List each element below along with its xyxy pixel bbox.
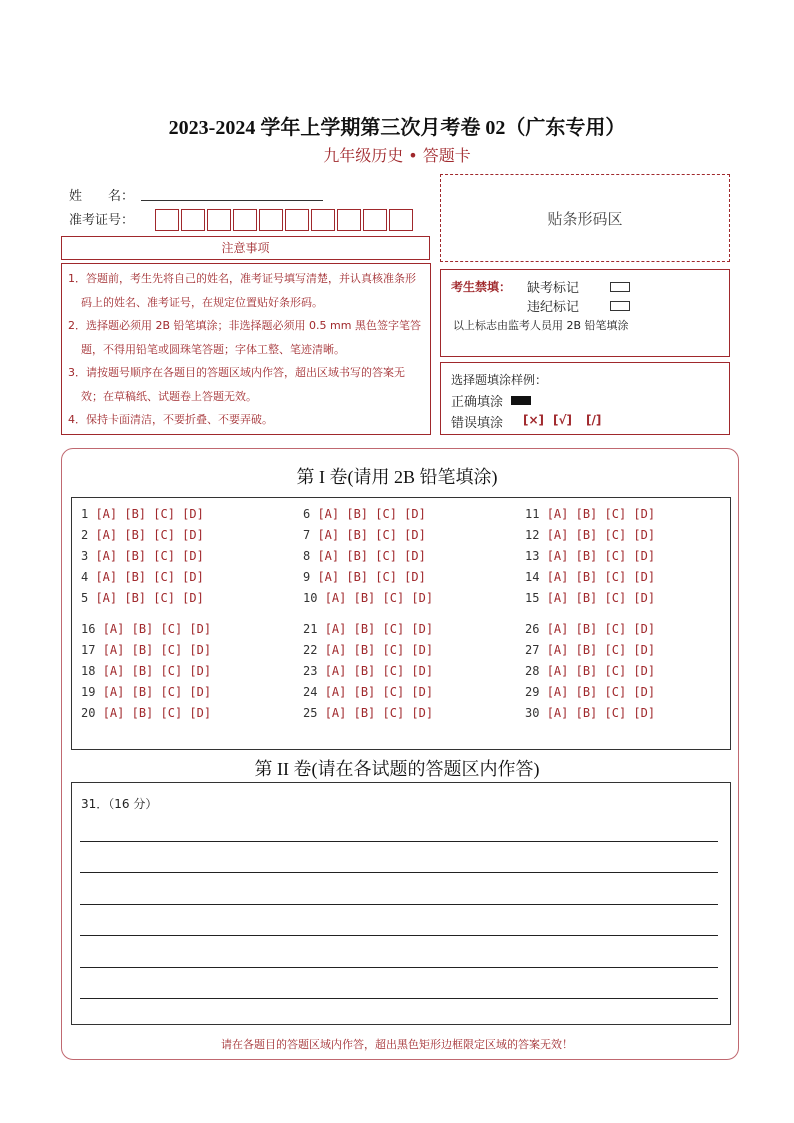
footer-warning: 请在各题目的答题区域内作答，超出黑色矩形边框限定区域的答案无效！	[221, 1038, 573, 1051]
answer-line[interactable]	[80, 998, 718, 999]
option-b[interactable]: [B]	[353, 685, 383, 699]
correct-fill-label: 正确填涂	[451, 395, 504, 410]
option-c[interactable]: [C]	[375, 549, 405, 563]
option-a[interactable]: [A]	[546, 507, 576, 521]
option-b[interactable]: [B]	[131, 622, 161, 636]
question-number: 1	[81, 507, 96, 521]
option-a[interactable]: [A]	[95, 528, 125, 542]
exam-id-digit-box[interactable]	[181, 209, 205, 231]
question-number: 10	[303, 591, 325, 605]
question-26	[525, 622, 655, 636]
option-c[interactable]: [C]	[382, 664, 412, 678]
q31-label: 31．（16 分）	[81, 797, 158, 811]
option-d[interactable]: [D]	[633, 591, 656, 605]
option-d[interactable]: [D]	[182, 570, 204, 584]
option-d[interactable]: [D]	[633, 664, 656, 678]
option-d[interactable]: [D]	[633, 643, 656, 657]
option-d[interactable]: [D]	[404, 549, 426, 563]
question-23	[303, 664, 433, 678]
option-c[interactable]: [C]	[153, 528, 183, 542]
option-b[interactable]: [B]	[131, 685, 161, 699]
question-13	[525, 549, 655, 563]
option-d[interactable]: [D]	[182, 549, 204, 563]
question-number: 15	[525, 591, 547, 605]
question-30	[525, 706, 655, 720]
option-a[interactable]: [A]	[102, 622, 132, 636]
option-b[interactable]: [B]	[575, 507, 605, 521]
option-a[interactable]: [A]	[546, 528, 576, 542]
option-a[interactable]: [A]	[546, 570, 576, 584]
option-a[interactable]: [A]	[324, 591, 354, 605]
question-3	[81, 549, 204, 563]
option-c[interactable]: [C]	[604, 622, 634, 636]
option-a[interactable]: [A]	[102, 664, 132, 678]
question-9	[303, 570, 426, 584]
option-c[interactable]: [C]	[382, 622, 412, 636]
question-5	[81, 591, 204, 605]
question-7	[303, 528, 426, 542]
question-number: 19	[81, 685, 103, 699]
exam-id-digit-box[interactable]	[233, 209, 257, 231]
option-c[interactable]: [C]	[382, 591, 412, 605]
option-b[interactable]: [B]	[353, 643, 383, 657]
option-a[interactable]: [A]	[546, 622, 576, 636]
question-22	[303, 643, 433, 657]
question-number: 6	[303, 507, 318, 521]
exam-id-digit-box[interactable]	[311, 209, 335, 231]
option-a[interactable]: [A]	[546, 591, 576, 605]
option-b[interactable]: [B]	[124, 549, 154, 563]
option-d[interactable]: [D]	[189, 685, 212, 699]
notice-item: 2．选择题必须用 2B 铅笔填涂；非选择题必须用 0.5 mm 黑色签字笔答题，不得用铅笔或圆珠笔答题；字体工整、笔迹清晰。	[68, 319, 421, 356]
exam-id-boxes[interactable]	[155, 209, 415, 231]
option-b[interactable]: [B]	[575, 528, 605, 542]
option-b[interactable]: [B]	[353, 591, 383, 605]
option-d[interactable]: [D]	[411, 664, 434, 678]
exam-id-digit-box[interactable]	[363, 209, 387, 231]
option-c[interactable]: [C]	[153, 570, 183, 584]
question-number: 3	[81, 549, 96, 563]
option-c[interactable]: [C]	[604, 570, 634, 584]
question-28	[525, 664, 655, 678]
option-b[interactable]: [B]	[346, 549, 376, 563]
option-d[interactable]: [D]	[633, 685, 656, 699]
answer-line[interactable]	[80, 872, 718, 873]
option-a[interactable]: [A]	[324, 685, 354, 699]
option-d[interactable]: [D]	[182, 528, 204, 542]
option-b[interactable]: [B]	[124, 528, 154, 542]
option-c[interactable]: [C]	[153, 507, 183, 521]
exam-id-digit-box[interactable]	[389, 209, 413, 231]
option-d[interactable]: [D]	[189, 643, 212, 657]
multiple-choice-box	[71, 497, 731, 750]
exam-id-digit-box[interactable]	[337, 209, 361, 231]
option-a[interactable]: [A]	[317, 570, 347, 584]
option-a[interactable]: [A]	[546, 685, 576, 699]
option-c[interactable]: [C]	[604, 706, 634, 720]
option-a[interactable]: [A]	[546, 706, 576, 720]
option-c[interactable]: [C]	[153, 591, 183, 605]
question-number: 20	[81, 706, 103, 720]
option-a[interactable]: [A]	[546, 643, 576, 657]
question-number: 24	[303, 685, 325, 699]
option-d[interactable]: [D]	[633, 528, 656, 542]
prohibited-note: 以上标志由监考人员用 2B 铅笔填涂	[453, 319, 629, 332]
option-d[interactable]: [D]	[411, 685, 434, 699]
question-number: 18	[81, 664, 103, 678]
question-20	[81, 706, 211, 720]
option-c[interactable]: [C]	[382, 685, 412, 699]
option-a[interactable]: [A]	[324, 643, 354, 657]
option-c[interactable]: [C]	[604, 507, 634, 521]
option-b[interactable]: [B]	[575, 643, 605, 657]
option-c[interactable]: [C]	[604, 528, 634, 542]
answer-line[interactable]	[80, 935, 718, 936]
option-d[interactable]: [D]	[633, 706, 656, 720]
option-d[interactable]: [D]	[633, 507, 656, 521]
question-number: 2	[81, 528, 96, 542]
question-number: 14	[525, 570, 547, 584]
option-b[interactable]: [B]	[124, 507, 154, 521]
option-b[interactable]: [B]	[575, 549, 605, 563]
question-10	[303, 591, 433, 605]
option-b[interactable]: [B]	[575, 706, 605, 720]
name-label: 姓 名：	[69, 189, 135, 204]
exam-id-digit-box[interactable]	[155, 209, 179, 231]
option-c[interactable]: [C]	[160, 622, 190, 636]
option-d[interactable]: [D]	[189, 706, 212, 720]
notice-item: 1．答题前，考生先将自己的姓名，准考证号填写清楚，并认真核准条形码上的姓名、准考证号，在规定位置贴好条形码。	[68, 272, 416, 309]
question-1	[81, 507, 204, 521]
option-c[interactable]: [C]	[604, 643, 634, 657]
question-17	[81, 643, 211, 657]
option-d[interactable]: [D]	[633, 570, 656, 584]
exam-id-label: 准考证号：	[69, 213, 135, 228]
option-b[interactable]: [B]	[131, 706, 161, 720]
option-b[interactable]: [B]	[575, 664, 605, 678]
option-d[interactable]: [D]	[633, 549, 656, 563]
question-12	[525, 528, 655, 542]
option-a[interactable]: [A]	[102, 685, 132, 699]
exam-id-digit-box[interactable]	[259, 209, 283, 231]
barcode-label: 贴条形码区	[547, 209, 623, 228]
question-number: 23	[303, 664, 325, 678]
option-c[interactable]: [C]	[604, 591, 634, 605]
option-a[interactable]: [A]	[95, 591, 125, 605]
option-a[interactable]: [A]	[95, 570, 125, 584]
question-number: 17	[81, 643, 103, 657]
option-c[interactable]: [C]	[153, 549, 183, 563]
option-d[interactable]: [D]	[182, 591, 204, 605]
question-27	[525, 643, 655, 657]
exam-id-digit-box[interactable]	[207, 209, 231, 231]
option-b[interactable]: [B]	[353, 706, 383, 720]
option-b[interactable]: [B]	[124, 591, 154, 605]
question-number: 4	[81, 570, 96, 584]
option-b[interactable]: [B]	[346, 570, 376, 584]
page-title: 2023-2024 学年上学期第三次月考卷 02（广东专用）	[168, 117, 626, 139]
option-a[interactable]: [A]	[324, 706, 354, 720]
question-14	[525, 570, 655, 584]
exam-id-digit-box[interactable]	[285, 209, 309, 231]
question-4	[81, 570, 204, 584]
option-d[interactable]: [D]	[411, 643, 434, 657]
question-number: 27	[525, 643, 547, 657]
question-number: 16	[81, 622, 103, 636]
section2-title: 第 II 卷(请在各试题的答题区内作答)	[254, 759, 540, 779]
option-a[interactable]: [A]	[102, 643, 132, 657]
option-a[interactable]: [A]	[546, 549, 576, 563]
question-number: 13	[525, 549, 547, 563]
question-29	[525, 685, 655, 699]
question-number: 21	[303, 622, 325, 636]
option-c[interactable]: [C]	[375, 507, 405, 521]
question-18	[81, 664, 211, 678]
question-number: 29	[525, 685, 547, 699]
option-d[interactable]: [D]	[404, 507, 426, 521]
option-d[interactable]: [D]	[411, 591, 434, 605]
question-24	[303, 685, 433, 699]
option-c[interactable]: [C]	[160, 643, 190, 657]
question-number: 11	[525, 507, 547, 521]
wrong-mark-check: [√]	[553, 413, 572, 427]
question-number: 22	[303, 643, 325, 657]
answer-line[interactable]	[80, 841, 718, 842]
question-number: 9	[303, 570, 318, 584]
absent-label: 缺考标记	[527, 281, 580, 296]
option-d[interactable]: [D]	[189, 664, 212, 678]
question-15	[525, 591, 655, 605]
option-c[interactable]: [C]	[382, 706, 412, 720]
violation-label: 违纪标记	[527, 300, 580, 315]
question-21	[303, 622, 433, 636]
notice-list	[61, 263, 431, 435]
question-number: 25	[303, 706, 325, 720]
option-d[interactable]: [D]	[182, 507, 204, 521]
option-d[interactable]: [D]	[404, 570, 426, 584]
question-19	[81, 685, 211, 699]
option-b[interactable]: [B]	[353, 622, 383, 636]
option-a[interactable]: [A]	[324, 622, 354, 636]
page-subtitle: 九年级历史 • 答题卡	[323, 146, 471, 165]
option-a[interactable]: [A]	[102, 706, 132, 720]
question-number: 26	[525, 622, 547, 636]
absent-mark[interactable]	[610, 282, 630, 292]
option-b[interactable]: [B]	[124, 570, 154, 584]
question-number: 28	[525, 664, 547, 678]
option-a[interactable]: [A]	[317, 507, 347, 521]
notice-item: 3．请按题号顺序在各题目的答题区域内作答，超出区域书写的答案无效；在草稿纸、试题卷上答题无效。	[68, 366, 405, 403]
wrong-fill-label: 错误填涂	[451, 416, 504, 431]
answer-line[interactable]	[80, 967, 718, 968]
option-a[interactable]: [A]	[546, 664, 576, 678]
prohibited-label: 考生禁填：	[451, 280, 512, 294]
option-c[interactable]: [C]	[604, 549, 634, 563]
question-25	[303, 706, 433, 720]
option-a[interactable]: [A]	[317, 549, 347, 563]
option-c[interactable]: [C]	[160, 664, 190, 678]
option-a[interactable]: [A]	[317, 528, 347, 542]
answer-line[interactable]	[80, 904, 718, 905]
option-b[interactable]: [B]	[575, 622, 605, 636]
question-16	[81, 622, 211, 636]
option-b[interactable]: [B]	[575, 570, 605, 584]
question-number: 30	[525, 706, 547, 720]
option-a[interactable]: [A]	[95, 507, 125, 521]
section1-title: 第 I 卷(请用 2B 铅笔填涂)	[296, 467, 498, 487]
wrong-mark-slash: [/]	[586, 413, 602, 427]
question-6	[303, 507, 426, 521]
option-b[interactable]: [B]	[131, 643, 161, 657]
option-b[interactable]: [B]	[575, 685, 605, 699]
option-c[interactable]: [C]	[382, 643, 412, 657]
question-number: 12	[525, 528, 547, 542]
option-c[interactable]: [C]	[604, 685, 634, 699]
prohibited-box	[440, 269, 730, 357]
option-d[interactable]: [D]	[633, 622, 656, 636]
question-11	[525, 507, 655, 521]
notice-item: 4．保持卡面清洁，不要折叠、不要弄破。	[68, 413, 273, 426]
option-c[interactable]: [C]	[375, 528, 405, 542]
option-a[interactable]: [A]	[324, 664, 354, 678]
option-a[interactable]: [A]	[95, 549, 125, 563]
option-c[interactable]: [C]	[604, 664, 634, 678]
option-b[interactable]: [B]	[346, 528, 376, 542]
question-8	[303, 549, 426, 563]
question-2	[81, 528, 204, 542]
violation-mark[interactable]	[610, 301, 630, 311]
wrong-mark-x: [×]	[523, 413, 545, 427]
question-number: 8	[303, 549, 318, 563]
option-b[interactable]: [B]	[575, 591, 605, 605]
barcode-area	[440, 174, 730, 262]
name-field[interactable]	[141, 200, 323, 201]
option-b[interactable]: [B]	[353, 664, 383, 678]
option-b[interactable]: [B]	[346, 507, 376, 521]
question-number: 7	[303, 528, 318, 542]
question-number: 5	[81, 591, 96, 605]
fill-example-heading: 选择题填涂样例：	[451, 373, 548, 387]
option-d[interactable]: [D]	[411, 622, 434, 636]
option-d[interactable]: [D]	[189, 622, 212, 636]
fill-example-box	[440, 362, 730, 435]
option-c[interactable]: [C]	[160, 706, 190, 720]
option-b[interactable]: [B]	[131, 664, 161, 678]
option-d[interactable]: [D]	[404, 528, 426, 542]
option-c[interactable]: [C]	[375, 570, 405, 584]
option-d[interactable]: [D]	[411, 706, 434, 720]
notice-heading: 注意事项	[61, 236, 430, 260]
option-c[interactable]: [C]	[160, 685, 190, 699]
correct-fill-sample	[511, 396, 531, 405]
